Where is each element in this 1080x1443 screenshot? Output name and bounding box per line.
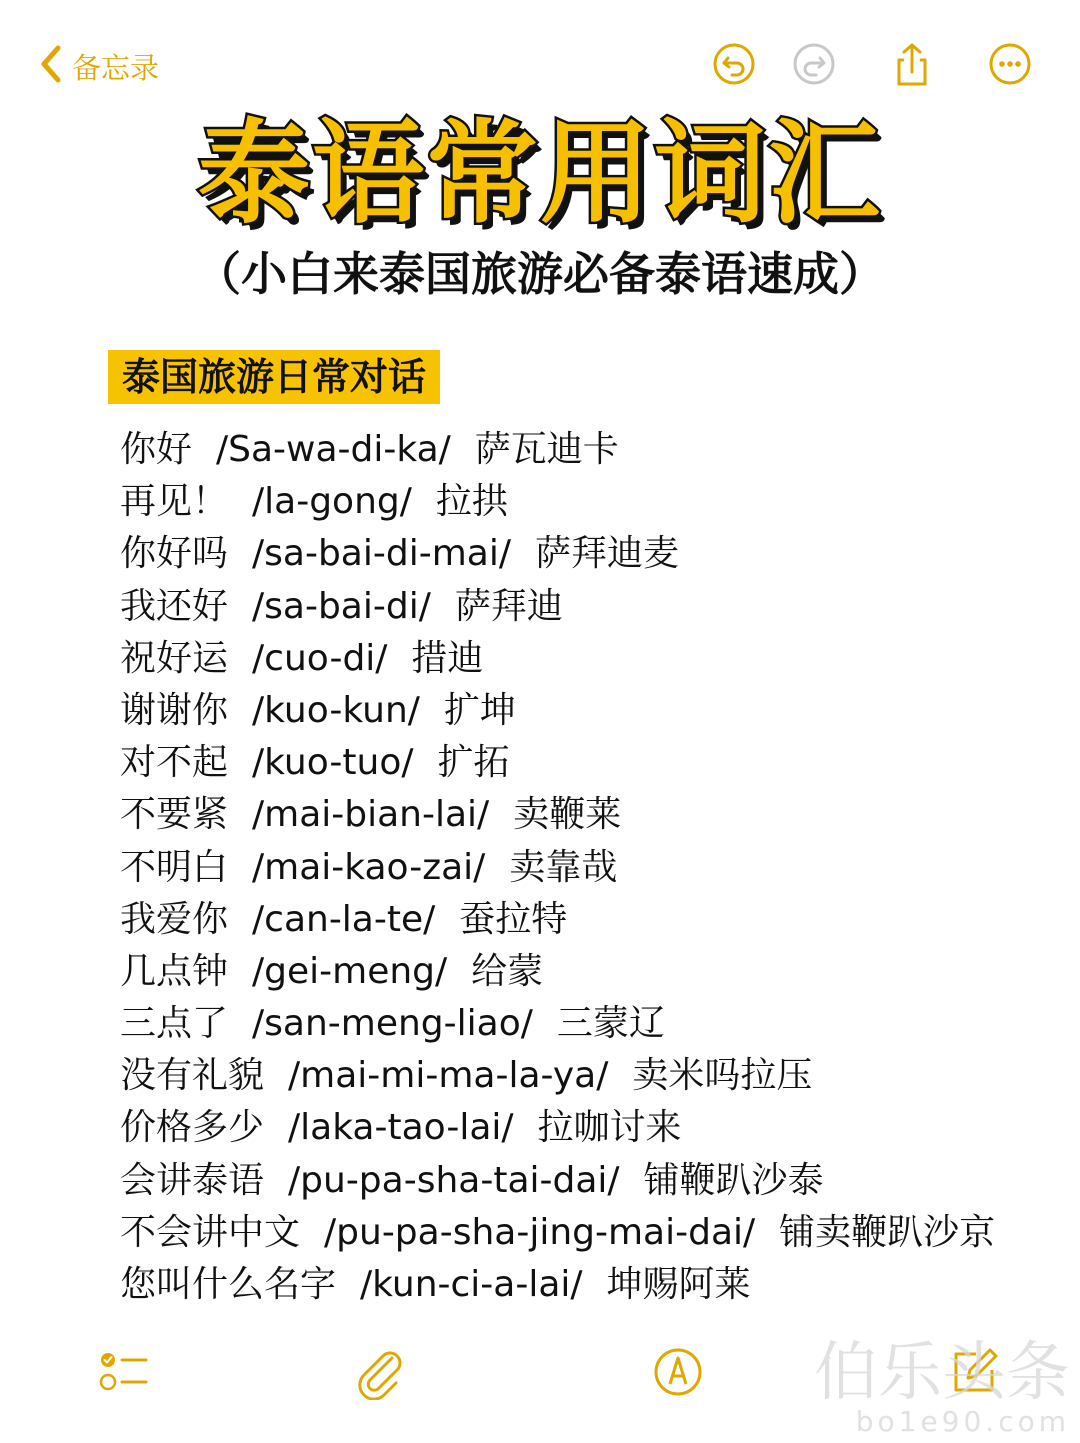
phrase-homophone: 蚕拉特 [459, 898, 568, 940]
phrase-chinese: 再见！ [120, 481, 229, 523]
back-label: 备忘录 [72, 50, 160, 85]
phrase-romanization: /mai-kao-zai/ [252, 846, 486, 888]
phrase-row [120, 1050, 1070, 1102]
phrase-row [120, 789, 1070, 841]
phrase-romanization: /Sa-wa-di-ka/ [216, 429, 451, 470]
phrase-row [120, 476, 1070, 528]
phrase-homophone: 卖鞭莱 [513, 794, 622, 836]
phrase-chinese: 你好 [120, 429, 193, 470]
watermark-url: bo1e90.com [855, 1405, 1070, 1438]
phrase-chinese: 谢谢你 [120, 689, 229, 731]
phrase-homophone: 措迪 [411, 637, 484, 679]
phrase-chinese: 价格多少 [120, 1107, 265, 1149]
phrase-homophone: 给蒙 [471, 950, 544, 992]
phrase-row [120, 1102, 1070, 1154]
phrase-row [120, 946, 1070, 998]
phrase-chinese: 您叫什么名字 [120, 1264, 337, 1305]
phrase-row [120, 1259, 1070, 1311]
phrase-homophone: 拉拱 [435, 481, 508, 523]
phrase-chinese: 祝好运 [120, 637, 229, 679]
phrase-homophone: 拉咖讨来 [537, 1107, 682, 1149]
phrase-homophone: 扩拓 [437, 742, 510, 784]
phrase-romanization: /pu-pa-sha-jing-mai-dai/ [324, 1211, 756, 1253]
phrase-chinese: 我爱你 [120, 898, 229, 940]
phrase-romanization: /can-la-te/ [252, 898, 436, 940]
phrase-homophone: 萨拜迪麦 [534, 533, 679, 575]
page-title: 泰语常用词汇 [198, 109, 882, 239]
phrase-row [120, 842, 1070, 894]
phrase-romanization: /kun-ci-a-lai/ [360, 1264, 583, 1305]
phrase-homophone: 三蒙辽 [556, 1003, 665, 1045]
phrase-romanization: /mai-bian-lai/ [252, 794, 490, 836]
phrase-row [120, 424, 1070, 476]
phrase-chinese: 几点钟 [120, 950, 229, 992]
phrase-homophone: 扩坤 [443, 689, 516, 731]
phrase-homophone: 铺鞭趴沙泰 [643, 1159, 824, 1201]
phrase-homophone: 萨拜迪 [454, 585, 563, 627]
phrase-list [120, 424, 1070, 1311]
phrase-romanization: /sa-bai-di-mai/ [252, 533, 511, 575]
page-subtitle: （小白来泰国旅游必备泰语速成） [195, 247, 885, 301]
phrase-romanization: /kuo-tuo/ [252, 742, 414, 784]
phrase-row [120, 1155, 1070, 1207]
phrase-romanization: /cuo-di/ [252, 637, 388, 679]
phrase-homophone: 铺卖鞭趴沙京 [779, 1211, 996, 1253]
phrase-homophone: 萨瓦迪卡 [474, 429, 619, 470]
phrase-row [120, 685, 1070, 737]
phrase-chinese: 会讲泰语 [120, 1159, 265, 1201]
redo-icon[interactable] [792, 42, 836, 86]
markup-pen-icon[interactable] [650, 1344, 706, 1400]
phrase-homophone: 卖靠哉 [509, 846, 618, 888]
phrase-homophone: 卖米吗拉压 [632, 1055, 813, 1097]
phrase-chinese: 没有礼貌 [120, 1055, 265, 1097]
more-icon[interactable] [988, 42, 1032, 86]
phrase-row [120, 1207, 1070, 1259]
phrase-homophone: 坤赐阿莱 [606, 1264, 751, 1305]
undo-icon[interactable] [712, 42, 756, 86]
phrase-row [120, 998, 1070, 1050]
phrase-chinese: 对不起 [120, 742, 229, 784]
phrase-row [120, 528, 1070, 580]
phrase-romanization: /kuo-kun/ [252, 689, 420, 731]
share-icon[interactable] [890, 42, 934, 86]
phrase-row [120, 633, 1070, 685]
phrase-row [120, 581, 1070, 633]
phrase-romanization: /la-gong/ [252, 481, 412, 523]
phrase-chinese: 不明白 [120, 846, 229, 888]
paperclip-icon[interactable] [352, 1344, 408, 1400]
phrase-row [120, 894, 1070, 946]
phrase-romanization: /pu-pa-sha-tai-dai/ [288, 1159, 620, 1201]
phrase-chinese: 我还好 [120, 585, 229, 627]
phrase-row [120, 737, 1070, 789]
phrase-romanization: /sa-bai-di/ [252, 585, 431, 627]
watermark-main: 伯乐头条 [814, 1336, 1070, 1410]
phrase-romanization: /mai-mi-ma-la-ya/ [288, 1055, 609, 1097]
chevron-left-icon [40, 45, 62, 87]
section-title: 泰国旅游日常对话 [108, 350, 440, 404]
phrase-chinese: 三点了 [120, 1003, 229, 1045]
phrase-romanization: /san-meng-liao/ [252, 1003, 533, 1045]
watermark [760, 1338, 1080, 1438]
phrase-romanization: /laka-tao-lai/ [288, 1107, 514, 1149]
phrase-chinese: 你好吗 [120, 533, 229, 575]
phrase-chinese: 不会讲中文 [120, 1211, 301, 1253]
back-button[interactable] [40, 42, 159, 90]
phrase-romanization: /gei-meng/ [252, 950, 448, 992]
checklist-icon[interactable] [96, 1344, 152, 1400]
phrase-chinese: 不要紧 [120, 794, 229, 836]
